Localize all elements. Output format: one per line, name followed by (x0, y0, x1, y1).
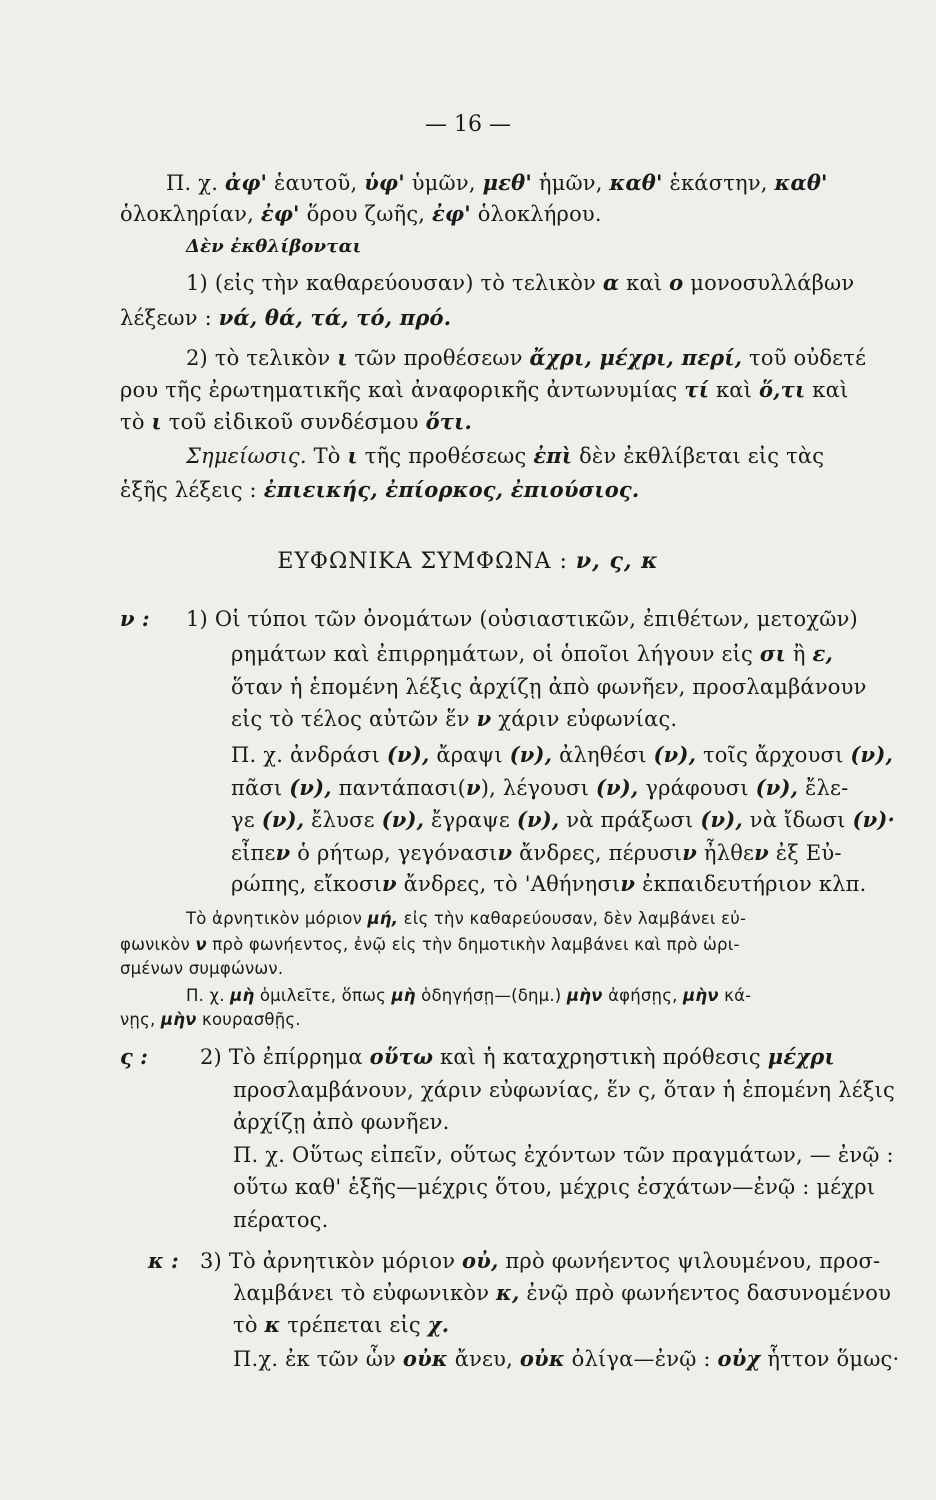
text-run: ἀληθέσι (552, 743, 654, 767)
emphasis: ὅτι. (425, 409, 472, 434)
page-number: — 16 — (425, 112, 511, 137)
text-line (186, 270, 854, 296)
text-run: ὁμιλεῖτε, ὅπως (254, 986, 392, 1005)
note-line: σμένων συμφώνων. (120, 959, 284, 978)
text-run: εἰς τὴν καθαρεύουσαν, δὲν λαμβάνει εὐ- (398, 909, 747, 928)
text-line (231, 871, 867, 897)
emphasis: μὴν (160, 1010, 197, 1029)
text-run: ἐξ Εὐ- (768, 841, 842, 865)
text-run: ), λέγουσι (480, 776, 596, 800)
text-run: λέξεων : (120, 306, 219, 330)
emphasis: ἐφ' (260, 201, 300, 226)
text-line: Π. χ. Οὕτως εἰπεῖν, οὕτως ἐχόντων τῶν πραγμάτων, — ἐνῷ : (233, 1143, 894, 1167)
emphasis: ἀφ' (224, 170, 268, 195)
emphasis: μεθ' (482, 170, 532, 195)
text-run: καὶ (805, 378, 849, 402)
emphasis: ν (497, 840, 513, 865)
text-run: 1) (εἰς τὴν καθαρεύουσαν) τὸ τελικὸν (186, 271, 603, 295)
text-run: τῆς προθέσεως (357, 444, 534, 468)
text-run: ὀλίγα—ἐνῷ : (564, 1347, 718, 1371)
emphasis: ἐπιεικής, ἐπίορκος, ἐπιούσιος. (263, 477, 640, 502)
emphasis: σι (759, 641, 786, 666)
text-run: Τὸ (306, 444, 348, 468)
text-run: 3) Τὸ ἀρνητικὸν μόριον (200, 1249, 463, 1273)
emphasis: (ν)· (852, 807, 896, 832)
emphasis: χ. (427, 1312, 450, 1337)
emphasis: μὴν (566, 986, 603, 1005)
text-run: λαμβάνει τὸ εὐφωνικὸν (233, 1281, 497, 1305)
text-run: τὸ (120, 410, 152, 434)
text-line (200, 1044, 835, 1070)
emphasis: ν (476, 706, 492, 731)
emphasis: ν (195, 935, 207, 954)
emphasis: ν (754, 840, 769, 865)
text-run: ἧττον ὅμως· (760, 1347, 900, 1371)
text-run: ὅρου ζωῆς, (299, 202, 433, 226)
emphasis: ὑφ' (364, 170, 405, 195)
text-line (233, 1312, 449, 1338)
text-line (231, 742, 893, 768)
text-run: καὶ (619, 271, 670, 295)
emphasis: ν (382, 871, 397, 896)
text-run: ἑαυτοῦ, (267, 171, 365, 195)
emphasis: οὕτω (369, 1044, 434, 1069)
emphasis: ο (669, 270, 684, 295)
text-run: παντάπασι( (331, 776, 466, 800)
emphasis: μή, (367, 909, 399, 928)
text-run: νῃς, (120, 1010, 161, 1029)
emphasis: (ν), (850, 742, 893, 767)
text-run: πρὸ φωνήεντος ψιλουμένου, προσ- (498, 1249, 881, 1273)
text-run: Π. χ. (166, 171, 225, 195)
emphasis: (ν), (755, 775, 799, 800)
text-run: ἑξῆς λέξεις : (120, 478, 264, 502)
text-run: ἄνδρες, πέρυσι (512, 841, 683, 865)
text-run: μονοσυλλάβων (683, 271, 855, 295)
text-line: πέρατος. (233, 1208, 329, 1232)
text-run: δὲν ἐκθλίβεται εἰς τὰς (572, 444, 825, 468)
text-run: ἄνευ, (447, 1347, 520, 1371)
emphasis: ν (682, 840, 698, 865)
text-run: πρὸ φωνήεντος, ἐνῷ εἰς τὴν δημοτικὴν λαμβάνει καὶ πρὸ ὡρι- (206, 935, 740, 954)
note-label: Σημείωσις. (186, 444, 307, 468)
rule-marker-nu: ν : (120, 606, 150, 631)
text-run: γράφουσι (638, 776, 756, 800)
text-run: εἰς τὸ τέλος αὐτῶν ἕν (231, 707, 477, 731)
text-run: ἐκπαιδευτήριον κλπ. (635, 872, 867, 896)
emphasis: μὴ (391, 986, 416, 1005)
note-line (186, 985, 751, 1007)
text-run: Π. χ. ἀνδράσι (231, 743, 387, 767)
text-run: ἡμῶν, (531, 171, 610, 195)
text-run: ἔλυσε (304, 808, 382, 832)
text-run: ἔλε- (798, 776, 849, 800)
emphasis: κ (264, 1312, 281, 1337)
text-line: ἀρχίζῃ ἀπὸ φωνῆεν. (233, 1110, 450, 1134)
note-line (120, 1009, 301, 1031)
emphasis: καθ' (609, 170, 663, 195)
text-line (231, 807, 895, 833)
emphasis: οὐ, (462, 1248, 499, 1273)
emphasis: (ν), (516, 807, 560, 832)
text-line (231, 840, 842, 866)
text-run: ρημάτων καὶ ἐπιρρημάτων, οἱ ὁποῖοι λήγουν εἰς (231, 642, 760, 666)
text-run: τῶν προθέσεων (347, 346, 530, 370)
emphasis: (ν), (381, 807, 425, 832)
emphasis: (ν), (386, 742, 430, 767)
emphasis: (ν), (509, 742, 553, 767)
heading-letters: ν, ς, κ (575, 548, 659, 574)
text-run: Π. χ. (186, 986, 231, 1005)
text-line (120, 305, 451, 331)
note-line (186, 908, 746, 930)
text-line (200, 1248, 880, 1274)
text-run: καὶ ἡ καταχρηστικὴ πρόθεσις (433, 1045, 768, 1069)
text-run: ἦλθε (697, 841, 755, 865)
emphasis: νά, θά, τά, τό, πρό. (218, 305, 452, 330)
text-line (233, 1346, 899, 1372)
emphasis: μὴ (230, 986, 255, 1005)
text-run: τοῖς ἄρχουσι (696, 743, 851, 767)
text-run: ἄνδρες, τὸ 'Αθήνησι (396, 872, 621, 896)
emphasis: ν (620, 871, 636, 896)
emphasis: (ν), (289, 775, 332, 800)
text-run: καὶ (709, 378, 759, 402)
text-line: 1) Οἱ τύποι τῶν ὀνομάτων (οὐσιαστικῶν, ἐπιθέτων, μετοχῶν) (186, 607, 858, 631)
text-run: κουρασθῇς. (196, 1010, 301, 1029)
emphasis: ἄχρι, μέχρι, περί, (529, 345, 743, 370)
text-line (231, 775, 848, 801)
text-run: νὰ πράξωσι (559, 808, 701, 832)
text-line: οὕτω καθ' ἑξῆς—μέχρις ὅτου, μέχρις ἐσχάτων—ἐνῷ : μέχρι (233, 1175, 876, 1199)
rule-marker-sigma: ς : (120, 1044, 148, 1069)
text-line (120, 201, 602, 227)
text-run: ἄραψι (429, 743, 510, 767)
emphasis: τί (684, 377, 710, 402)
text-run: ὁδηγήσῃ—(δημ.) (415, 986, 567, 1005)
emphasis: ν (465, 775, 481, 800)
heading-text: ΕΥΦΩΝΙΚΑ ΣΥΜΦΩΝΑ : (277, 549, 576, 574)
text-line (233, 1280, 891, 1306)
note-line (120, 934, 740, 956)
text-run: τὸ (233, 1313, 265, 1337)
emphasis: ι (151, 409, 162, 434)
text-run: ἑκάστην, (662, 171, 775, 195)
emphasis: ἐπὶ (533, 443, 573, 468)
rule-marker-kappa: κ : (148, 1248, 179, 1273)
text-run: εἶπε (231, 841, 276, 865)
emphasis: ἐφ' (432, 201, 471, 226)
subheading: Δὲν ἐκθλίβονται (186, 236, 362, 257)
text-run: ἀφήσῃς, (602, 986, 683, 1005)
emphasis: (ν), (595, 775, 639, 800)
emphasis: ὅ,τι (758, 377, 806, 402)
text-run: νὰ ἴδωσι (742, 808, 853, 832)
emphasis: ε, (812, 641, 833, 666)
text-run: τοῦ εἰδικοῦ συνδέσμου (161, 410, 426, 434)
text-run: ὑμῶν, (404, 171, 483, 195)
text-line (231, 706, 677, 732)
emphasis: (ν), (653, 742, 697, 767)
section-heading (0, 548, 936, 574)
text-run: ὁλοκληρίαν, (120, 202, 261, 226)
text-line: προσλαμβάνουν, χάριν εὐφωνίας, ἕν ς, ὅταν ἡ ἑπομένη λέξις (233, 1078, 895, 1102)
text-run: κά- (718, 986, 752, 1005)
text-run: πᾶσι (231, 776, 290, 800)
text-run: τρέπεται εἰς (280, 1313, 428, 1337)
text-run: 2) τὸ τελικὸν (186, 346, 338, 370)
text-line (166, 170, 828, 196)
emphasis: ι (337, 345, 348, 370)
text-run: ἢ (785, 642, 813, 666)
text-run: φωνικὸν (120, 935, 196, 954)
text-line (120, 477, 639, 503)
emphasis: καθ' (774, 170, 828, 195)
text-line (120, 377, 848, 403)
emphasis: α (602, 270, 620, 295)
text-run: τοῦ οὐδετέ (742, 346, 867, 370)
emphasis: κ, (496, 1280, 520, 1305)
text-run: ρου τῆς ἐρωτηματικῆς καὶ ἀναφορικῆς ἀντωνυμίας (120, 378, 685, 402)
text-run: χάριν εὐφωνίας. (491, 707, 678, 731)
text-run: ἔγραψε (424, 808, 517, 832)
emphasis: οὐχ (717, 1346, 761, 1371)
emphasis: ι (347, 443, 358, 468)
text-run: 2) Τὸ ἐπίρρημα (200, 1045, 370, 1069)
emphasis: οὐκ (519, 1346, 565, 1371)
text-line (231, 641, 833, 667)
text-line (186, 443, 824, 469)
emphasis: οὐκ (402, 1346, 448, 1371)
emphasis: μὴν (682, 986, 719, 1005)
text-line (186, 345, 866, 371)
text-run: ἐνῷ πρὸ φωνήεντος δασυνομένου (519, 1281, 892, 1305)
text-run: ρώπης, εἴκοσι (231, 872, 383, 896)
emphasis: ν (275, 840, 291, 865)
text-run: ὁ ρήτωρ, γεγόνασι (290, 841, 498, 865)
text-run: Π.χ. ἐκ τῶν ὧν (233, 1347, 403, 1371)
text-line: ὅταν ἡ ἑπομένη λέξις ἀρχίζῃ ἀπὸ φωνῆεν, προσλαμβάνουν (231, 675, 867, 699)
emphasis: μέχρι (767, 1044, 835, 1069)
text-line (120, 409, 472, 435)
text-run: ὁλοκλήρου. (470, 202, 602, 226)
text-run: Τὸ ἀρνητικὸν μόριον (186, 909, 368, 928)
text-run: γε (231, 808, 262, 832)
emphasis: (ν), (261, 807, 305, 832)
emphasis: (ν), (700, 807, 743, 832)
